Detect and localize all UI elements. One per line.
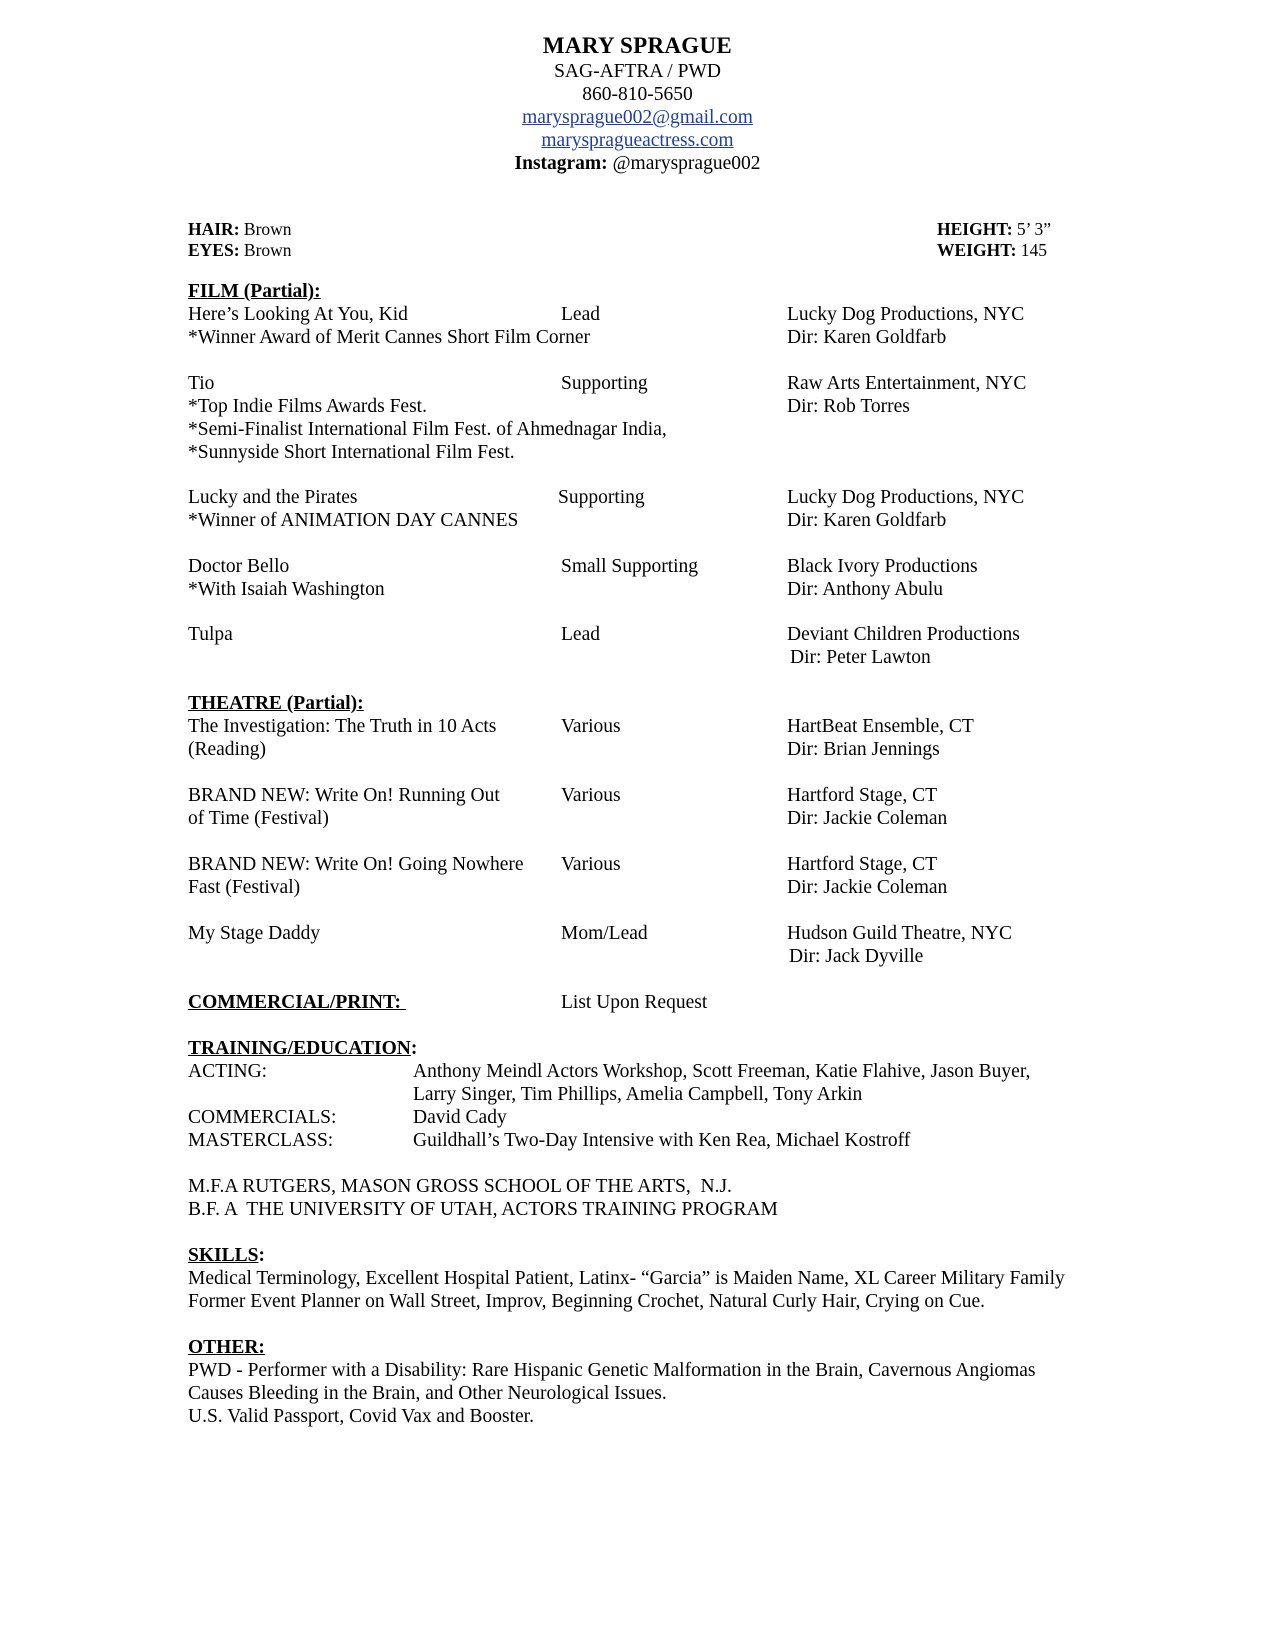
theatre-role: Various (561, 785, 621, 806)
theatre-company: Hartford Stage, CT (787, 785, 938, 806)
hair-stat (188, 219, 292, 240)
height-value: 5’ 3” (1016, 219, 1052, 239)
theatre-director: Dir: Jackie Coleman (787, 808, 948, 829)
skills-heading (188, 1245, 265, 1267)
film-note: *Winner Award of Merit Cannes Short Film Corner (188, 327, 590, 348)
commercials-value: David Cady (413, 1107, 507, 1128)
instagram-label: Instagram: (514, 153, 608, 174)
film-company: Deviant Children Productions (787, 624, 1020, 645)
hair-label: HAIR: (188, 219, 240, 239)
theatre-title: The Investigation: The Truth in 10 Acts (188, 716, 497, 737)
theatre-company: Hartford Stage, CT (787, 854, 938, 875)
film-note: *With Isaiah Washington (188, 579, 385, 600)
film-role: Lead (561, 304, 600, 325)
film-company: Lucky Dog Productions, NYC (787, 304, 1025, 325)
theatre-director: Dir: Jackie Coleman (787, 877, 948, 898)
film-note: *Top Indie Films Awards Fest. (188, 396, 427, 417)
website-row (0, 130, 1275, 152)
theatre-title-cont: (Reading) (188, 739, 266, 760)
theatre-director: Dir: Jack Dyville (789, 946, 924, 967)
email-link[interactable]: marysprague002@gmail.com (522, 107, 753, 128)
acting-label: ACTING: (188, 1061, 268, 1082)
film-title: Here’s Looking At You, Kid (188, 304, 408, 325)
film-director: Dir: Rob Torres (787, 396, 910, 417)
acting-value-cont: Larry Singer, Tim Phillips, Amelia Campbell, Tony Arkin (413, 1084, 863, 1105)
film-director: Dir: Peter Lawton (790, 647, 931, 668)
film-role: Supporting (558, 487, 645, 508)
weight-value: 145 (1020, 240, 1048, 260)
film-note: *Sunnyside Short International Film Fest. (188, 442, 515, 463)
degree-bfa: B.F. A THE UNIVERSITY OF UTAH, ACTORS TRAINING PROGRAM (188, 1199, 778, 1220)
eyes-label: EYES: (188, 240, 240, 260)
film-title: Doctor Bello (188, 556, 290, 577)
film-role: Small Supporting (561, 556, 699, 577)
film-director: Dir: Karen Goldfarb (787, 327, 947, 348)
hair-value: Brown (243, 219, 292, 239)
acting-value: Anthony Meindl Actors Workshop, Scott Freeman, Katie Flahive, Jason Buyer, (413, 1061, 1031, 1082)
height-label: HEIGHT: (937, 219, 1013, 239)
theatre-title-cont: of Time (Festival) (188, 808, 329, 829)
film-heading: FILM (Partial): (188, 281, 321, 302)
film-role: Supporting (561, 373, 648, 394)
film-title: Tulpa (188, 624, 233, 645)
training-heading-text: TRAINING/EDUCATION (188, 1038, 411, 1059)
weight-stat (937, 240, 1047, 261)
film-title: Tio (188, 373, 215, 394)
theatre-heading: THEATRE (Partial): (188, 693, 364, 714)
other-line: Causes Bleeding in the Brain, and Other Neurological Issues. (188, 1383, 667, 1404)
film-note: *Winner of ANIMATION DAY CANNES (188, 510, 519, 531)
degree-mfa: M.F.A RUTGERS, MASON GROSS SCHOOL OF THE ARTS, N.J. (188, 1176, 732, 1197)
weight-label: WEIGHT: (937, 240, 1017, 260)
training-heading-colon: : (410, 1038, 418, 1059)
other-heading: OTHER: (188, 1337, 265, 1358)
theatre-company: HartBeat Ensemble, CT (787, 716, 974, 737)
skills-line: Medical Terminology, Excellent Hospital Patient, Latinx- “Garcia” is Maiden Name, XL Career Military Family (188, 1268, 1065, 1289)
theatre-role: Mom/Lead (561, 923, 648, 944)
film-title: Lucky and the Pirates (188, 487, 358, 508)
email-row (0, 107, 1275, 129)
commercial-value: List Upon Request (561, 992, 708, 1013)
actor-name: MARY SPRAGUE (542, 33, 733, 58)
theatre-company: Hudson Guild Theatre, NYC (787, 923, 1012, 944)
phone-number: 860-810-5650 (582, 84, 693, 105)
masterclass-label: MASTERCLASS: (188, 1130, 334, 1151)
theatre-title-cont: Fast (Festival) (188, 877, 301, 898)
skills-heading-colon: : (258, 1245, 265, 1266)
skills-line: Former Event Planner on Wall Street, Improv, Beginning Crochet, Natural Curly Hair, Crying on Cue. (188, 1291, 985, 1312)
skills-heading-text: SKILLS (188, 1245, 259, 1266)
other-line: PWD - Performer with a Disability: Rare Hispanic Genetic Malformation in the Brain, Cavernous Angiomas (188, 1360, 1036, 1381)
film-director: Dir: Anthony Abulu (787, 579, 944, 600)
theatre-role: Various (561, 854, 621, 875)
website-link[interactable]: maryspragueactress.com (541, 130, 734, 151)
film-company: Raw Arts Entertainment, NYC (787, 373, 1027, 394)
instagram-row (0, 153, 1275, 175)
theatre-title: BRAND NEW: Write On! Running Out (188, 785, 500, 806)
theatre-title: BRAND NEW: Write On! Going Nowhere (188, 854, 524, 875)
film-role: Lead (561, 624, 600, 645)
commercials-label: COMMERCIALS: (188, 1107, 337, 1128)
instagram-handle: @marysprague002 (612, 153, 761, 174)
eyes-value: Brown (243, 240, 292, 260)
film-director: Dir: Karen Goldfarb (787, 510, 947, 531)
eyes-stat (188, 240, 292, 261)
other-line: U.S. Valid Passport, Covid Vax and Booster. (188, 1406, 534, 1427)
theatre-role: Various (561, 716, 621, 737)
height-stat (937, 219, 1051, 240)
masterclass-value: Guildhall’s Two-Day Intensive with Ken Rea, Michael Kostroff (413, 1130, 911, 1151)
training-heading (188, 1038, 417, 1060)
theatre-director: Dir: Brian Jennings (787, 739, 940, 760)
commercial-heading: COMMERCIAL/PRINT: (188, 992, 406, 1013)
film-company: Lucky Dog Productions, NYC (787, 487, 1025, 508)
union-affiliations: SAG-AFTRA / PWD (554, 61, 721, 82)
film-note: *Semi-Finalist International Film Fest. of Ahmednagar India, (188, 419, 667, 440)
theatre-title: My Stage Daddy (188, 923, 321, 944)
film-company: Black Ivory Productions (787, 556, 978, 577)
